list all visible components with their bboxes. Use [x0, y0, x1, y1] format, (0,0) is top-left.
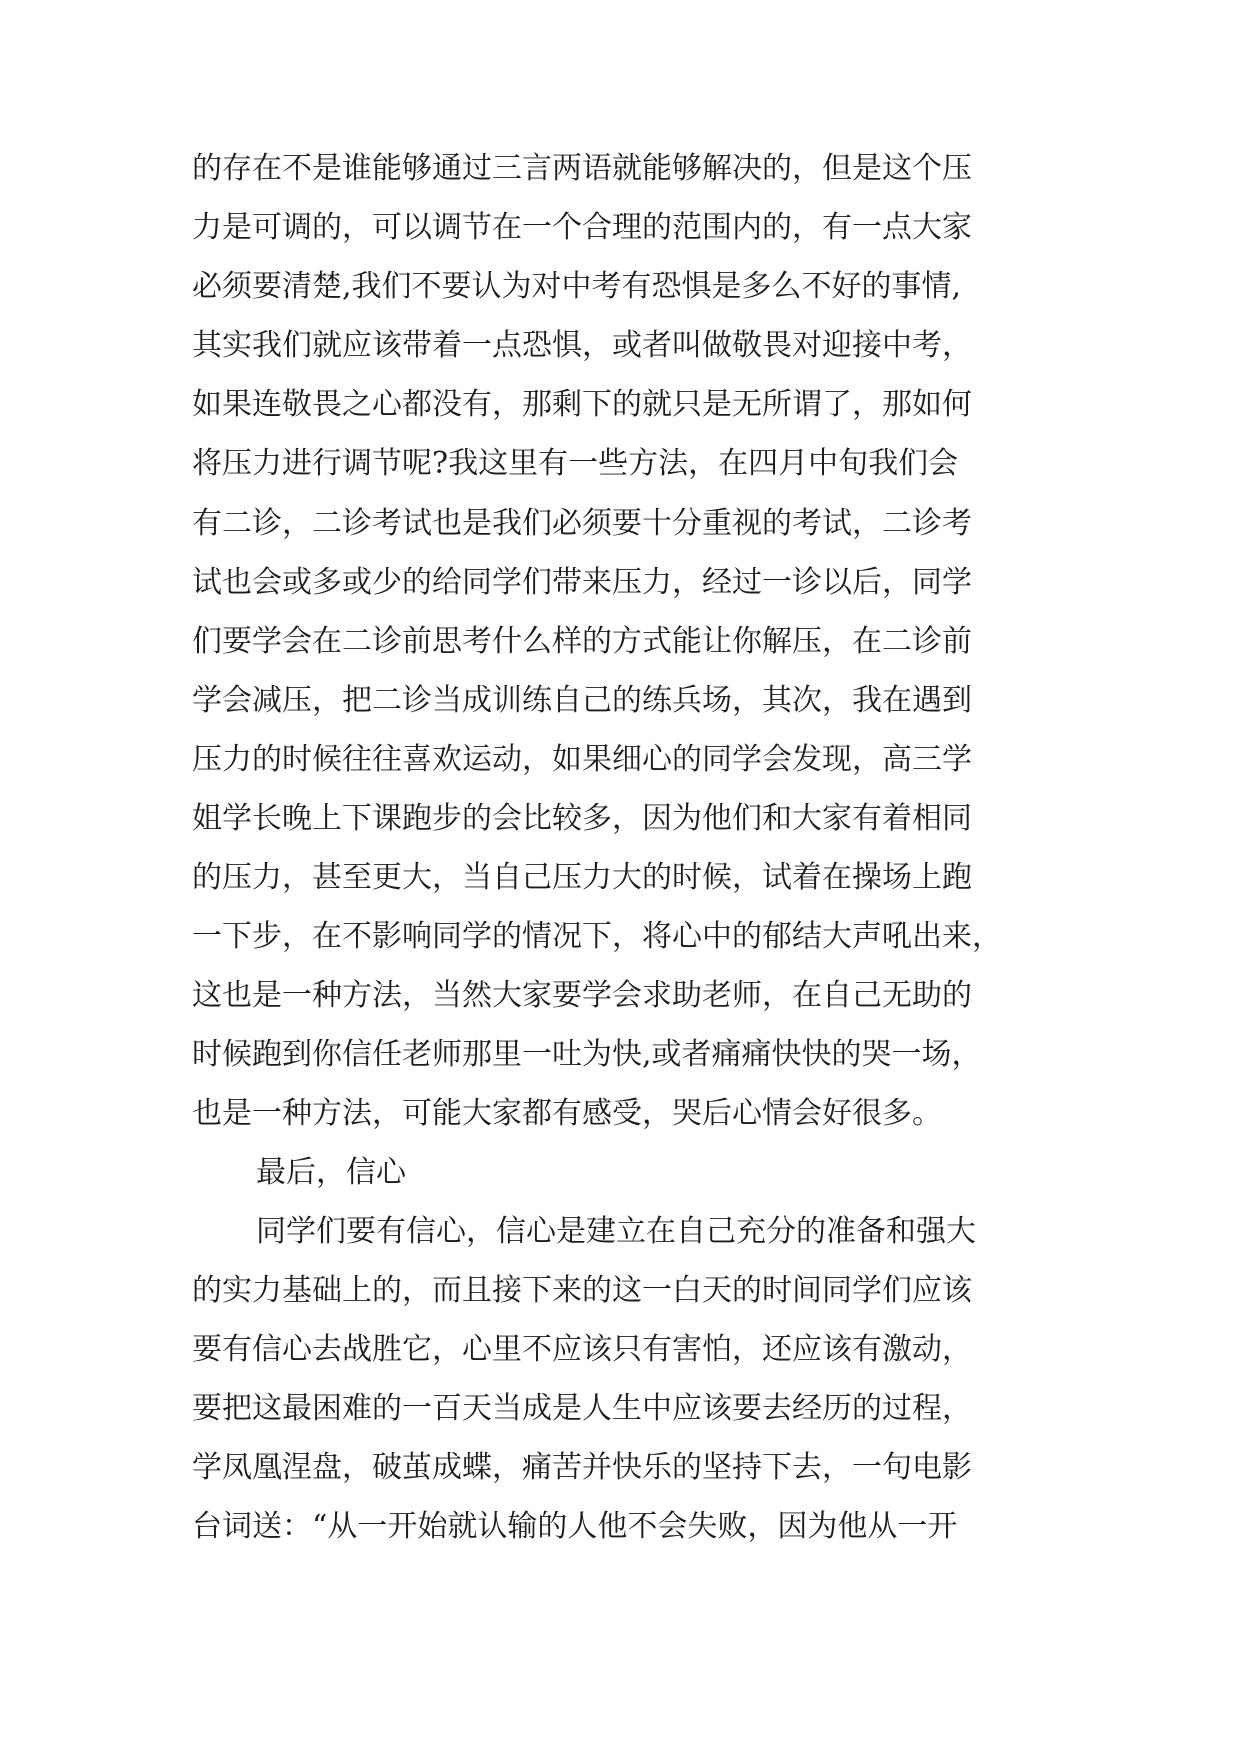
text-line: 的实力基础上的，而且接下来的这一白天的时间同学们应该: [192, 1273, 972, 1308]
text-line: 台词送：“从一开始就认输的人他不会失败，因为他从一开: [192, 1509, 958, 1544]
text-line: 要有信心去战胜它，心里不应该只有害怕，还应该有激动，: [192, 1332, 972, 1367]
text-line: 有二诊，二诊考试也是我们必须要十分重视的考试，二诊考: [192, 506, 972, 541]
paragraph-first-line: 同学们要有信心，信心是建立在自己充分的准备和强大: [256, 1214, 976, 1249]
text-line: 时候跑到你信任老师那里一吐为快,或者痛痛快快的哭一场，: [192, 1037, 982, 1072]
text-line: 试也会或多或少的给同学们带来压力，经过一诊以后，同学: [192, 565, 972, 600]
text-line: 学凤凰涅盘，破茧成蝶，痛苦并快乐的坚持下去，一句电影: [192, 1450, 972, 1485]
text-line: 要把这最困难的一百天当成是人生中应该要去经历的过程，: [192, 1391, 972, 1426]
text-line: 必须要清楚,我们不要认为对中考有恐惧是多么不好的事情,: [192, 269, 962, 304]
section-heading: 最后，信心: [256, 1155, 406, 1190]
text-line: 力是可调的，可以调节在一个合理的范围内的，有一点大家: [192, 210, 972, 245]
text-line: 将压力进行调节呢?我这里有一些方法，在四月中旬我们会: [192, 446, 959, 481]
text-line: 也是一种方法，可能大家都有感受，哭后心情会好很多。: [192, 1096, 942, 1131]
text-line: 的压力，甚至更大，当自己压力大的时候，试着在操场上跑: [192, 860, 972, 895]
text-line: 一下步，在不影响同学的情况下，将心中的郁结大声吼出来，: [192, 919, 1002, 954]
text-line: 们要学会在二诊前思考什么样的方式能让你解压，在二诊前: [192, 624, 972, 659]
text-line: 如果连敬畏之心都没有，那剩下的就只是无所谓了，那如何: [192, 387, 972, 422]
text-line: 的存在不是谁能够通过三言两语就能够解决的，但是这个压: [192, 151, 972, 186]
text-line: 这也是一种方法，当然大家要学会求助老师，在自己无助的: [192, 978, 972, 1013]
text-line: 其实我们就应该带着一点恐惧，或者叫做敬畏对迎接中考，: [192, 328, 972, 363]
text-line: 学会减压，把二诊当成训练自己的练兵场，其次，我在遇到: [192, 683, 972, 718]
text-line: 姐学长晚上下课跑步的会比较多，因为他们和大家有着相同: [192, 801, 972, 836]
text-line: 压力的时候往往喜欢运动，如果细心的同学会发现，高三学: [192, 742, 972, 777]
